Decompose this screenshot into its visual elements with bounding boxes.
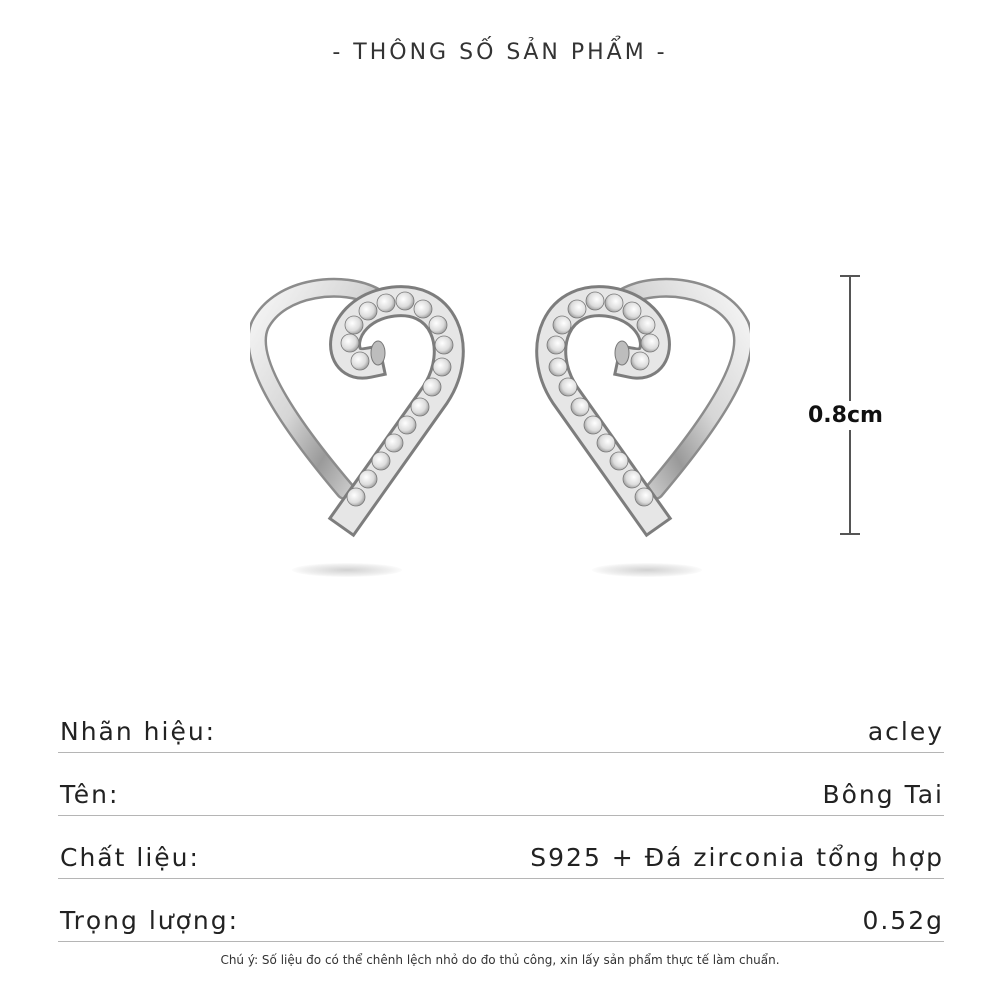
right-earring [525, 275, 750, 540]
page-title: - THÔNG SỐ SẢN PHẨM - [332, 40, 668, 65]
spec-table [58, 690, 944, 942]
spec-label: Tên: [60, 780, 120, 809]
left-earring-shadow [292, 563, 402, 577]
spec-row-material [58, 816, 944, 879]
spec-value: acley [867, 717, 944, 746]
right-earring-shadow [592, 563, 702, 577]
spec-value: S925 + Đá zirconia tổng hợp [530, 843, 944, 872]
spec-label: Chất liệu: [60, 843, 200, 872]
spec-row-weight [58, 879, 944, 942]
spec-row-brand [58, 690, 944, 753]
spec-value: Bông Tai [822, 780, 944, 809]
dimension-label: 0.8cm [808, 403, 883, 428]
footer-note: Chú ý: Số liệu đo có thể chênh lệch nhỏ do đo thủ công, xin lấy sản phẩm thực tế làm chuẩn. [220, 953, 780, 967]
spec-value: 0.52g [862, 906, 944, 935]
spec-label: Nhãn hiệu: [60, 717, 217, 746]
spec-label: Trọng lượng: [60, 906, 240, 935]
spec-row-name [58, 753, 944, 816]
left-earring [250, 275, 475, 540]
